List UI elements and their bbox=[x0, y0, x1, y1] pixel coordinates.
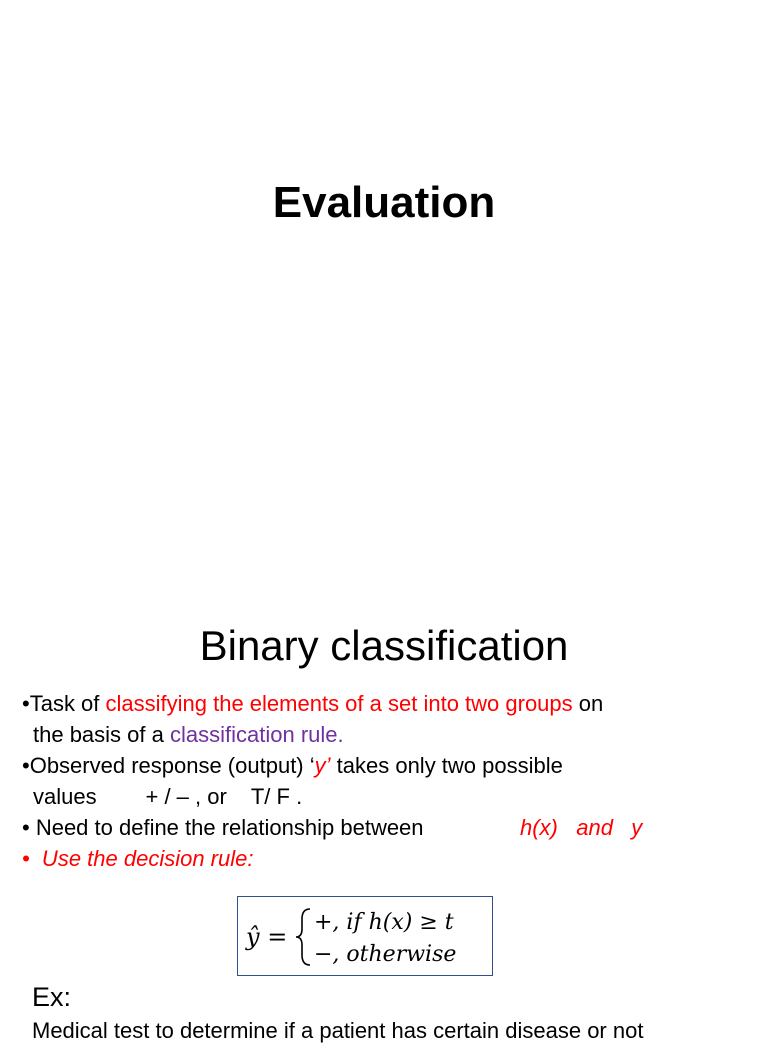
highlight-period: . bbox=[337, 722, 344, 747]
bullet-text: • Need to define the relationship between bbox=[22, 815, 424, 840]
bullet-text: •Observed response (output) bbox=[22, 753, 310, 778]
bullet-text: the basis of a bbox=[33, 722, 170, 747]
example-text-cut-off: Medical test to determine if a patient has certain disease or not bbox=[32, 1018, 644, 1043]
bullet-text: takes only two possible bbox=[330, 753, 563, 778]
formula-graphic bbox=[238, 897, 494, 977]
slide-title: Binary classification bbox=[199, 622, 569, 669]
bullet-decision-rule: • Use the decision rule: bbox=[22, 846, 254, 871]
highlight-text: classification rule bbox=[169, 722, 338, 747]
example-label: Ex: bbox=[32, 982, 72, 1012]
formula-case-negative: −, otherwise bbox=[314, 942, 457, 967]
bullet-observed-response bbox=[22, 753, 563, 779]
bullet-text: on bbox=[572, 691, 604, 716]
formula-lhs: ŷ = bbox=[246, 923, 288, 951]
bullet-task bbox=[22, 691, 603, 717]
decision-rule-formula bbox=[237, 896, 493, 976]
slide-title: Evaluation bbox=[272, 178, 496, 227]
bullet-text: •Task of bbox=[22, 691, 106, 716]
bullet-observed-response-continued: values + / – , or T/ F . bbox=[33, 784, 303, 809]
quote-mark: ‘ bbox=[309, 753, 315, 778]
bullet-task-continued bbox=[33, 722, 344, 748]
bullet-relationship bbox=[22, 815, 424, 841]
formula-case-positive: +, if h(x) ≥ t bbox=[314, 910, 454, 935]
highlight-text: y’ bbox=[314, 753, 331, 778]
highlight-text: h(x) and y bbox=[520, 815, 643, 840]
highlight-text: classifying the elements of a set into two groups bbox=[105, 691, 573, 716]
brace-icon bbox=[296, 909, 310, 965]
slide-binary-classification bbox=[0, 580, 768, 1043]
